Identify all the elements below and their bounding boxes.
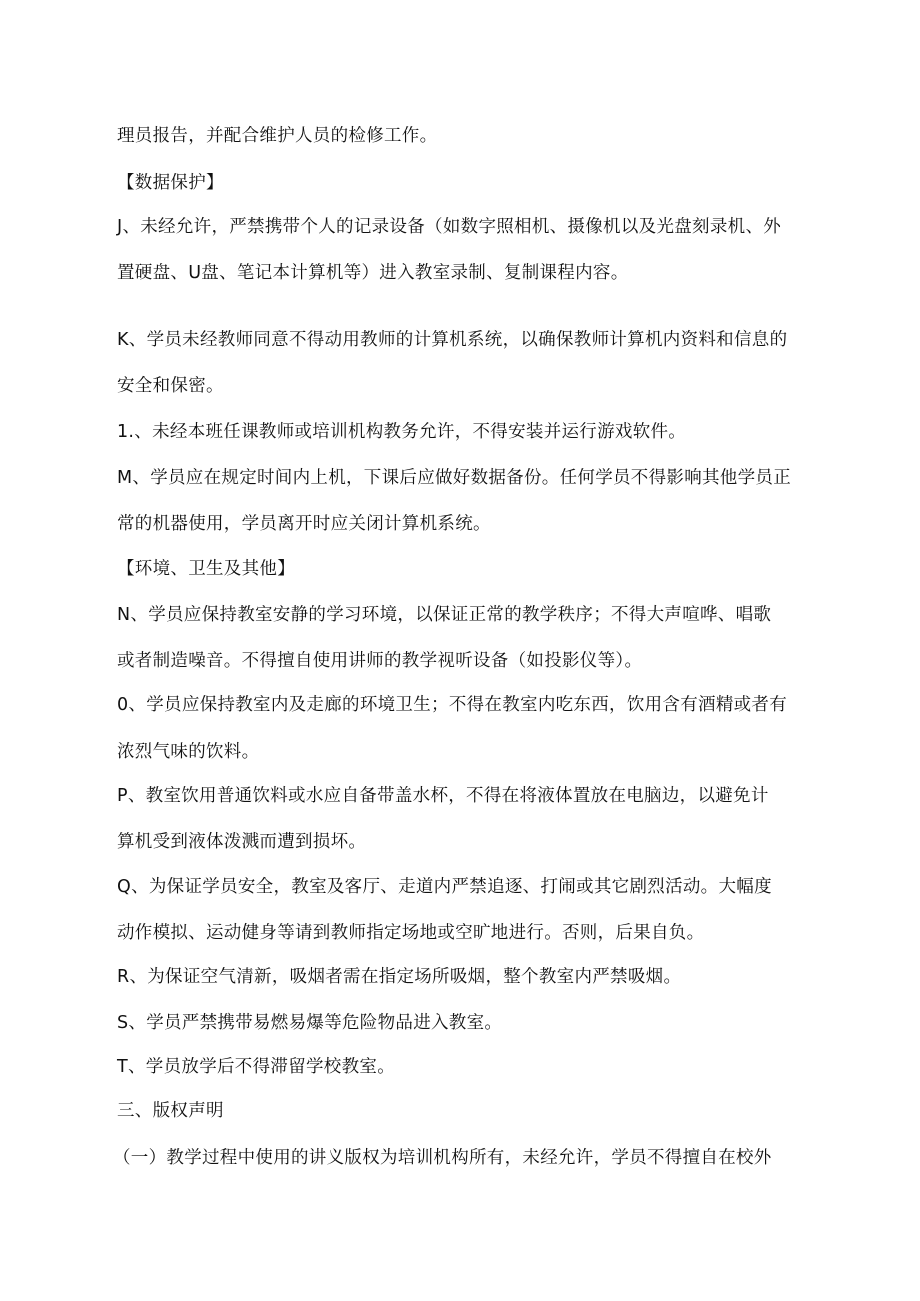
text-line: M、学员应在规定时间内上机，下课后应做好数据备份。任何学员不得影响其他学员正 <box>117 468 791 488</box>
text-line: 浓烈气味的饮料。 <box>117 742 260 762</box>
text-line: 理员报告，并配合维护人员的检修工作。 <box>117 126 438 146</box>
text-line: （一）教学过程中使用的讲义版权为培训机构所有，未经允许，学员不得擅自在校外 <box>113 1148 772 1168</box>
text-line: N、学员应保持教室安静的学习环境，以保证正常的教学秩序；不得大声喧哗、唱歌 <box>117 605 772 625</box>
text-line: 常的机器使用，学员离开时应关闭计算机系统。 <box>117 514 491 534</box>
section-heading-environment: 【环境、卫生及其他】 <box>117 559 295 579</box>
text-line: 算机受到液体泼溅而遭到损坏。 <box>117 832 367 852</box>
text-line: J、未经允许，严禁携带个人的记录设备（如数字照相机、摄像机以及光盘刻录机、外 <box>117 217 782 237</box>
text-line: 0、学员应保持教室内及走廊的环境卫生；不得在教室内吃东西，饮用含有酒精或者有 <box>117 695 788 715</box>
text-line: P、教室饮用普通饮料或水应自备带盖水杯，不得在将液体置放在电脑边，以避免计 <box>117 786 769 806</box>
text-line: 1.、未经本班任课教师或培训机构教务允许，不得安装并运行游戏软件。 <box>117 422 687 442</box>
section-heading-copyright: 三、版权声明 <box>117 1101 224 1121</box>
text-line: 动作模拟、运动健身等请到教师指定场地或空旷地进行。否则，后果自负。 <box>117 923 705 943</box>
text-line: 置硬盘、U盘、笔记本计算机等）进入教室录制、复制课程内容。 <box>117 263 629 283</box>
text-line: 安全和保密。 <box>117 376 224 396</box>
text-line: R、为保证空气清新，吸烟者需在指定场所吸烟，整个教室内严禁吸烟。 <box>117 967 682 987</box>
text-line: K、学员未经教师同意不得动用教师的计算机系统，以确保教师计算机内资料和信息的 <box>117 330 788 350</box>
text-line: Q、为保证学员安全，教室及客厅、走道内严禁追逐、打闹或其它剧烈活动。大幅度 <box>117 877 772 897</box>
text-line: S、学员严禁携带易燃易爆等危险物品进入教室。 <box>117 1013 503 1033</box>
text-line: 或者制造噪音。不得擅自使用讲师的教学视听设备（如投影仪等）。 <box>117 651 643 671</box>
section-heading-data-protection: 【数据保护】 <box>117 173 224 193</box>
text-line: T、学员放学后不得滞留学校教室。 <box>117 1057 395 1077</box>
